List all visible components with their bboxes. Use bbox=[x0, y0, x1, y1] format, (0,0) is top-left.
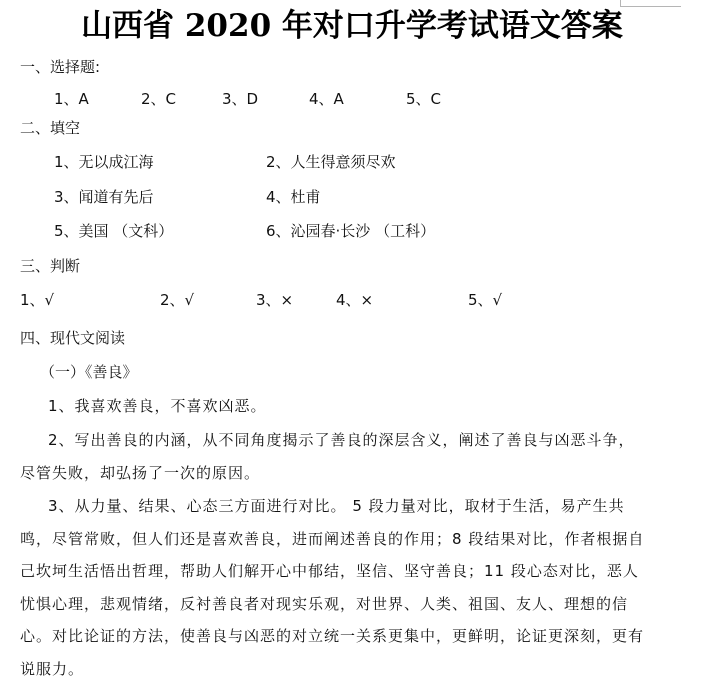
reading-answer-2: 2、写出善良的内涵，从不同角度揭示了善良的深层含义，阐述了善良与凶恶斗争，尽管失败，却弘扬了一次的原因。 bbox=[20, 431, 635, 482]
fill-answer-4: 4、杜甫 bbox=[266, 188, 321, 206]
reading-answer-1: 1、我喜欢善良，不喜欢凶恶。 bbox=[48, 397, 267, 415]
fill-answer-3: 3、闻道有先后 bbox=[54, 188, 154, 206]
section-2-heading: 二、填空 bbox=[20, 119, 81, 137]
fill-answer-2: 2、人生得意须尽欢 bbox=[266, 153, 396, 171]
judge-answer-2: 2、√ bbox=[160, 291, 195, 309]
fill-answer-5: 5、美国 （文科） bbox=[54, 222, 174, 240]
document-title: 山西省 2020 年对口升学考试语文答案 bbox=[81, 8, 623, 44]
judge-answer-5: 5、√ bbox=[468, 291, 503, 309]
section-3-heading: 三、判断 bbox=[20, 257, 81, 275]
judge-answer-4: 4、× bbox=[336, 291, 374, 309]
fill-answer-1: 1、无以成江海 bbox=[54, 153, 154, 171]
reading-sub-heading: （一）《善良》 bbox=[40, 363, 138, 381]
choice-answer-1: 1、A bbox=[54, 90, 89, 108]
section-1-heading: 一、选择题: bbox=[20, 58, 101, 76]
judge-answer-3: 3、× bbox=[256, 291, 294, 309]
fill-answer-6: 6、沁园春·长沙 （工科） bbox=[266, 222, 436, 240]
section-4-heading: 四、现代文阅读 bbox=[20, 329, 126, 347]
choice-answer-2: 2、C bbox=[141, 90, 177, 108]
choice-answer-4: 4、A bbox=[309, 90, 344, 108]
choice-answer-3: 3、D bbox=[222, 90, 259, 108]
choice-answer-5: 5、C bbox=[406, 90, 442, 108]
judge-answer-1: 1、√ bbox=[20, 291, 55, 309]
reading-answer-3: 3、从力量、结果、心态三方面进行对比。 5 段力量对比，取材于生活，易产生共鸣，尽管常败，但人们还是喜欢善良，进而阐述善良的作用；8 段结果对比，作者根据自己坎坷生活悟出哲理，帮助人们解开心中郁结，坚信、坚守善良；11 段心态对比，恶人忧惧心理，悲观情绪，反衬善良者对现实乐观，对世界、人类、祖国、友人、理想的信心。对比论证的方法，使善良与凶恶的对立统一关系更集中，更鲜明，论证更深刻，更有说服力。 bbox=[20, 497, 645, 678]
